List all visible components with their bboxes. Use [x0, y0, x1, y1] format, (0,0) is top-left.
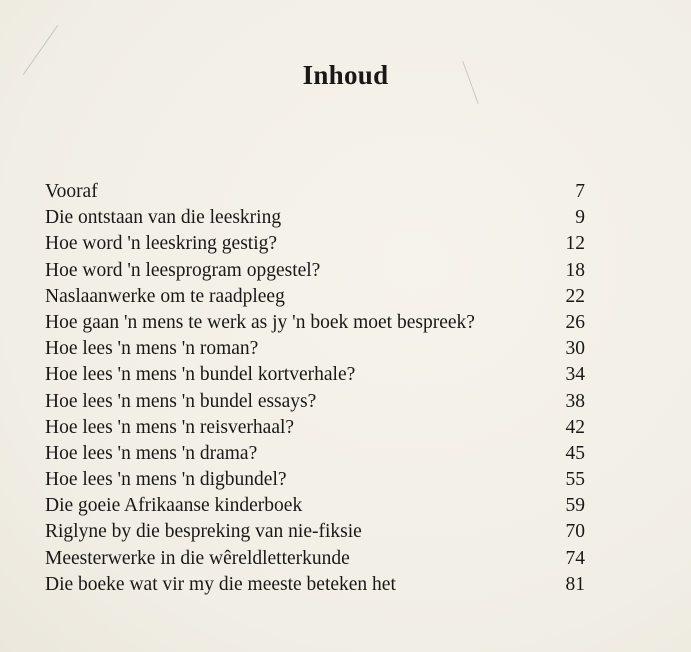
toc-entry [45, 338, 585, 364]
toc-entry-title: Hoe gaan 'n mens te werk as jy 'n boek moet bespreek? [45, 311, 475, 333]
toc-page-number: 12 [565, 233, 585, 255]
toc-page-number: 18 [565, 259, 585, 281]
toc-entry [45, 548, 585, 574]
toc-page-number: 38 [565, 390, 585, 412]
toc-page-number: 26 [565, 311, 585, 333]
toc-page-number: 22 [565, 285, 585, 307]
toc-page-number: 55 [565, 469, 585, 491]
toc-entry [45, 443, 585, 469]
toc-entry-title: Hoe lees 'n mens 'n roman? [45, 338, 259, 360]
toc-entry-title: Hoe lees 'n mens 'n drama? [45, 442, 258, 464]
toc-page-number: 70 [565, 521, 585, 543]
toc-entry [45, 417, 585, 443]
toc-page-number: 7 [575, 181, 585, 202]
toc-entry-title: Die ontstaan van die leeskring [45, 207, 282, 229]
toc-page-number: 45 [565, 442, 585, 464]
toc-entry [45, 181, 585, 207]
toc-entry [45, 495, 585, 521]
toc-entry-title: Hoe word 'n leesprogram opgestel? [45, 259, 321, 281]
toc-entry [45, 260, 585, 286]
toc-entry-title: Hoe lees 'n mens 'n bundel kortverhale? [45, 364, 356, 386]
table-of-contents [45, 181, 585, 600]
toc-page-number: 59 [565, 495, 585, 517]
toc-entry-title: Riglyne by die bespreking van nie-fiksie [45, 521, 362, 543]
toc-entry [45, 233, 585, 259]
toc-page-number: 30 [565, 338, 585, 360]
toc-entry [45, 286, 585, 312]
toc-page-number: 34 [565, 364, 585, 386]
toc-entry [45, 391, 585, 417]
toc-entry-title: Vooraf [45, 181, 98, 202]
toc-entry [45, 364, 585, 390]
toc-entry-title: Hoe lees 'n mens 'n reisverhaal? [45, 416, 295, 438]
toc-entry-title: Die goeie Afrikaanse kinderboek [45, 495, 303, 517]
toc-entry [45, 521, 585, 547]
toc-page-number: 9 [575, 207, 585, 229]
toc-entry [45, 574, 585, 600]
toc-entry [45, 207, 585, 233]
page-title: Inhoud [302, 60, 389, 91]
toc-page-number: 42 [565, 416, 585, 438]
toc-entry [45, 469, 585, 495]
toc-entry-title: Hoe lees 'n mens 'n bundel essays? [45, 390, 317, 412]
toc-entry-title: Hoe word 'n leeskring gestig? [45, 233, 278, 255]
toc-entry-title: Die boeke wat vir my die meeste beteken het [45, 573, 396, 595]
toc-page-number: 81 [565, 573, 585, 595]
toc-entry-title: Meesterwerke in die wêreldletterkunde [45, 547, 350, 569]
toc-entry [45, 312, 585, 338]
toc-entry-title: Naslaanwerke om te raadpleeg [45, 285, 285, 307]
toc-page-number: 74 [565, 547, 585, 569]
toc-entry-title: Hoe lees 'n mens 'n digbundel? [45, 469, 287, 491]
